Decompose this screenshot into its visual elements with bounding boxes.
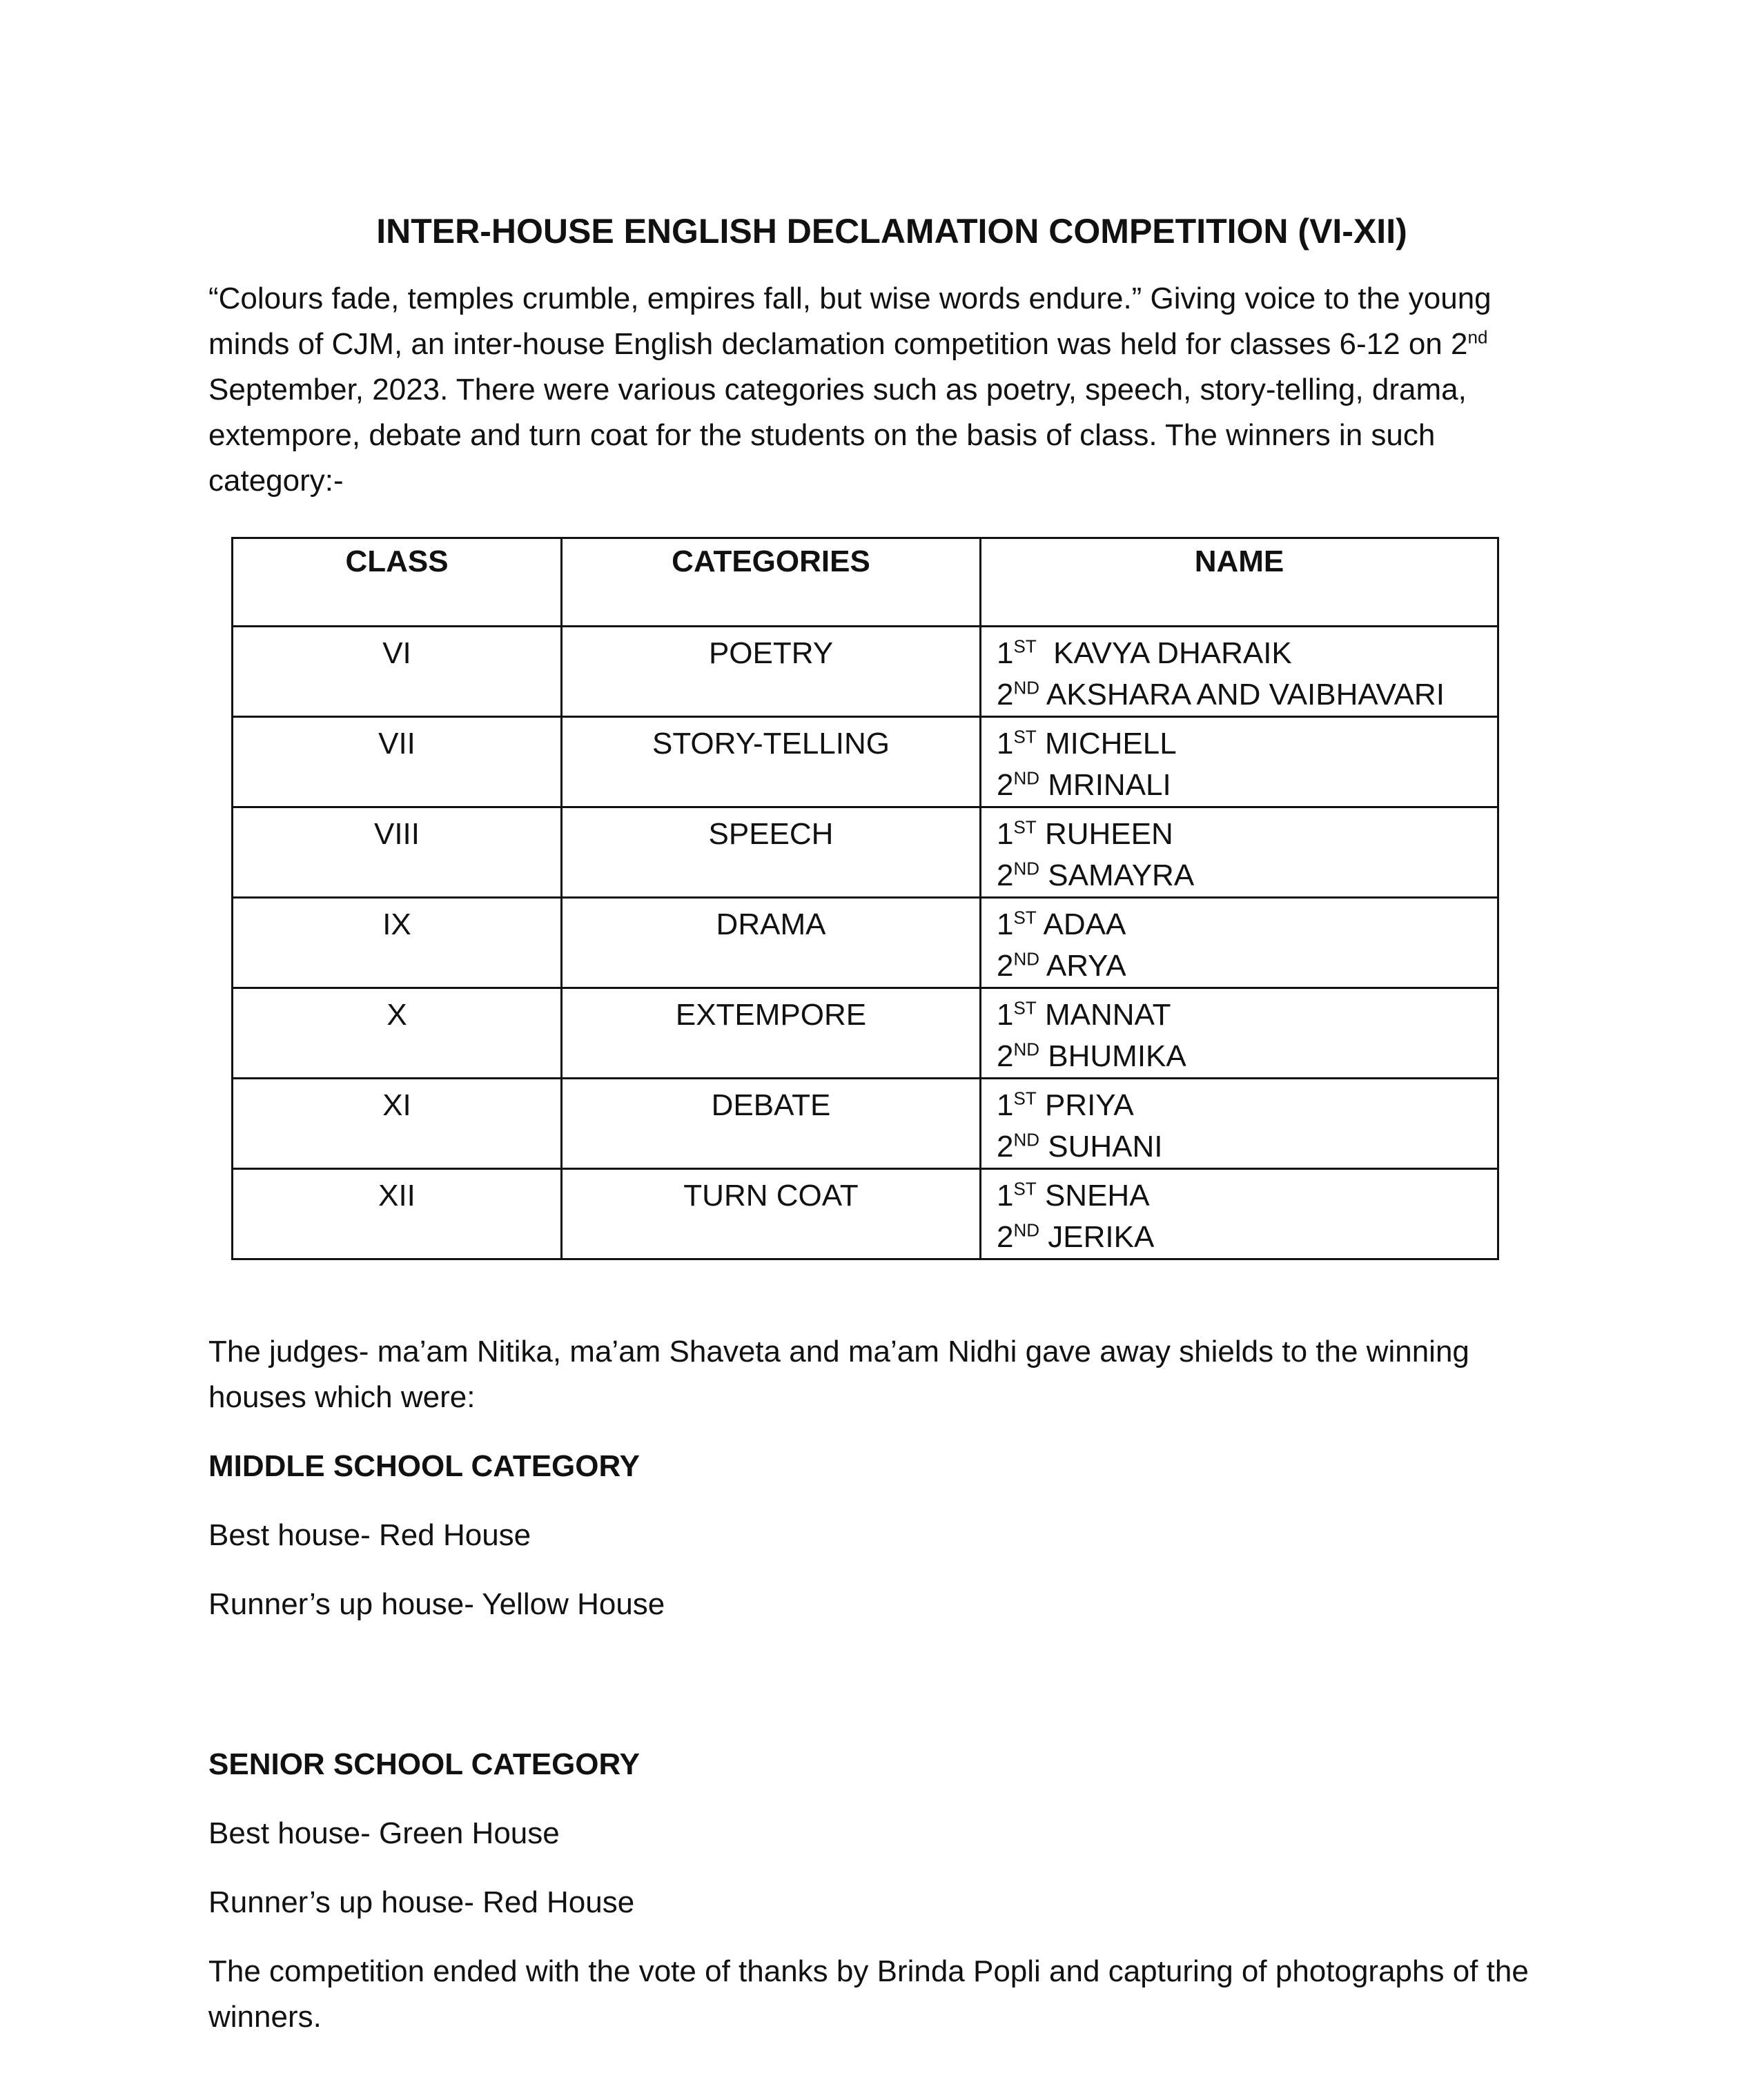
judges-paragraph: The judges- ma’am Nitika, ma’am Shaveta and ma’am Nidhi gave away shields to the winning houses which were: — [208, 1335, 1469, 1414]
second-place-line — [997, 1036, 1482, 1077]
table-row — [233, 627, 1498, 717]
senior-school-heading: SENIOR SCHOOL CATEGORY — [208, 1747, 641, 1781]
second-place-suffix: ND — [1013, 1039, 1040, 1060]
middle-school-heading: MIDDLE SCHOOL CATEGORY — [208, 1449, 640, 1483]
first-place-suffix: ST — [1013, 907, 1037, 928]
table-row — [233, 1169, 1498, 1259]
first-place-name: MANNAT — [1036, 998, 1171, 1032]
cell-names — [981, 717, 1498, 807]
document-page — [208, 207, 1575, 2040]
results-table — [231, 537, 1499, 1260]
first-place-suffix: ST — [1013, 726, 1037, 747]
middle-runner-up-house: Runner’s up house- Yellow House — [208, 1587, 665, 1621]
second-place-rank: 2 — [997, 1039, 1014, 1073]
first-place-suffix: ST — [1013, 636, 1037, 657]
cell-class: IX — [233, 898, 562, 988]
first-place-line — [997, 723, 1482, 765]
table-row — [233, 1079, 1498, 1169]
header-name: NAME — [981, 538, 1498, 627]
cell-category: SPEECH — [562, 807, 981, 898]
cell-category: DRAMA — [562, 898, 981, 988]
second-place-line — [997, 765, 1482, 806]
table-header-row — [233, 538, 1498, 627]
second-place-rank: 2 — [997, 949, 1014, 983]
closing-paragraph: The competition ended with the vote of thanks by Brinda Popli and capturing of photographs of the winners. — [208, 1954, 1529, 2034]
first-place-name: SNEHA — [1036, 1179, 1150, 1213]
second-place-name: ARYA — [1039, 949, 1126, 983]
cell-names — [981, 988, 1498, 1079]
middle-best-house: Best house- Red House — [208, 1518, 531, 1552]
table-row — [233, 717, 1498, 807]
cell-names — [981, 807, 1498, 898]
second-place-suffix: ND — [1013, 948, 1040, 970]
senior-best-house: Best house- Green House — [208, 1816, 560, 1850]
table-row — [233, 898, 1498, 988]
second-place-name: MRINALI — [1039, 768, 1171, 802]
first-place-suffix: ST — [1013, 1088, 1037, 1109]
second-place-name: BHUMIKA — [1039, 1039, 1186, 1073]
cell-class: XI — [233, 1079, 562, 1169]
second-place-name: AKSHARA AND VAIBHAVARI — [1039, 678, 1445, 712]
cell-class: XII — [233, 1169, 562, 1259]
second-place-suffix: ND — [1013, 1219, 1040, 1241]
second-place-name: SUHANI — [1039, 1130, 1163, 1164]
second-place-suffix: ND — [1013, 1129, 1040, 1150]
table-row — [233, 807, 1498, 898]
second-place-rank: 2 — [997, 1220, 1014, 1254]
first-place-rank: 1 — [997, 817, 1014, 851]
second-place-line — [997, 674, 1482, 716]
first-place-line — [997, 1175, 1482, 1217]
second-place-line — [997, 1217, 1482, 1258]
table-row — [233, 988, 1498, 1079]
second-place-line — [997, 855, 1482, 896]
cell-category: TURN COAT — [562, 1169, 981, 1259]
second-place-suffix: ND — [1013, 858, 1040, 879]
first-place-line — [997, 994, 1482, 1036]
header-categories: CATEGORIES — [562, 538, 981, 627]
cell-names — [981, 627, 1498, 717]
second-place-line — [997, 945, 1482, 987]
spacer — [208, 1627, 1575, 1718]
first-place-rank: 1 — [997, 998, 1014, 1032]
first-place-suffix: ST — [1013, 1178, 1037, 1199]
second-place-rank: 2 — [997, 858, 1014, 892]
first-place-rank: 1 — [997, 636, 1014, 670]
cell-class: VIII — [233, 807, 562, 898]
cell-category: STORY-TELLING — [562, 717, 981, 807]
page-title: INTER-HOUSE ENGLISH DECLAMATION COMPETITION (VI-XII) — [376, 212, 1407, 251]
second-place-rank: 2 — [997, 1130, 1014, 1164]
first-place-rank: 1 — [997, 907, 1014, 941]
second-place-name: SAMAYRA — [1039, 858, 1195, 892]
first-place-name: KAVYA DHARAIK — [1036, 636, 1292, 670]
cell-class: VII — [233, 717, 562, 807]
second-place-suffix: ND — [1013, 677, 1040, 698]
second-place-rank: 2 — [997, 678, 1014, 712]
cell-names — [981, 1079, 1498, 1169]
first-place-name: PRIYA — [1036, 1088, 1134, 1122]
first-place-line — [997, 814, 1482, 855]
cell-class: VI — [233, 627, 562, 717]
first-place-rank: 1 — [997, 1088, 1014, 1122]
first-place-rank: 1 — [997, 727, 1014, 760]
first-place-line — [997, 904, 1482, 945]
intro-text-end: September, 2023. There were various categories such as poetry, speech, story-telling, drama, extempore, debate and turn coat for the students on the basis of class. The winners in such category:- — [208, 373, 1467, 498]
intro-text-start: “Colours fade, temples crumble, empires fall, but wise words endure.” Giving voice to the young minds of CJM, an inter-house English declamation competition was held for classes 6-12 on 2 — [208, 282, 1492, 361]
first-place-suffix: ST — [1013, 816, 1037, 838]
first-place-line — [997, 1085, 1482, 1126]
first-place-line — [997, 633, 1482, 674]
first-place-name: RUHEEN — [1036, 817, 1173, 851]
cell-category: DEBATE — [562, 1079, 981, 1169]
second-place-suffix: ND — [1013, 767, 1040, 789]
first-place-rank: 1 — [997, 1179, 1014, 1213]
cell-names — [981, 1169, 1498, 1259]
second-place-rank: 2 — [997, 768, 1014, 802]
cell-class: X — [233, 988, 562, 1079]
senior-runner-up-house: Runner’s up house- Red House — [208, 1885, 635, 1919]
first-place-name: ADAA — [1036, 907, 1126, 941]
cell-category: EXTEMPORE — [562, 988, 981, 1079]
cell-names — [981, 898, 1498, 988]
cell-category: POETRY — [562, 627, 981, 717]
second-place-name: JERIKA — [1039, 1220, 1155, 1254]
intro-paragraph — [208, 276, 1575, 504]
intro-date-suffix: nd — [1467, 326, 1488, 348]
first-place-suffix: ST — [1013, 997, 1037, 1019]
first-place-name: MICHELL — [1036, 727, 1177, 760]
header-class: CLASS — [233, 538, 562, 627]
second-place-line — [997, 1126, 1482, 1168]
